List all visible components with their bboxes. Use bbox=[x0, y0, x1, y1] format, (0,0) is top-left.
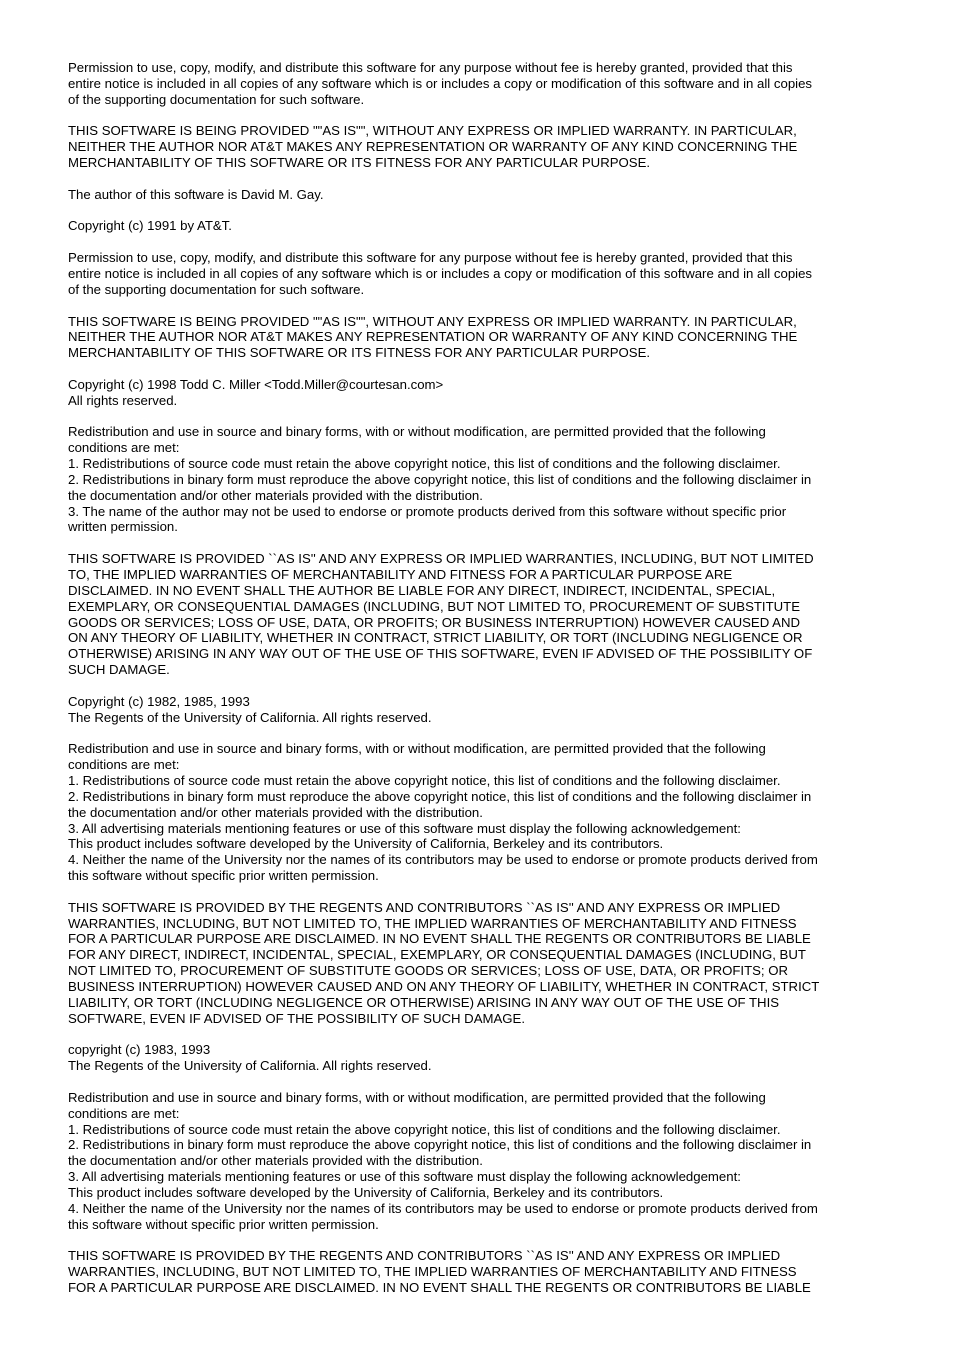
text-line: SUCH DAMAGE. bbox=[68, 662, 170, 678]
license-paragraph bbox=[68, 377, 898, 409]
license-paragraph bbox=[68, 900, 898, 1027]
text-line: Redistribution and use in source and binary forms, with or without modification, are permitted provided that the following bbox=[68, 741, 766, 757]
text-line: THIS SOFTWARE IS PROVIDED BY THE REGENTS AND CONTRIBUTORS ``AS IS'' AND ANY EXPRESS OR IMPLIED bbox=[68, 1248, 781, 1264]
text-line: the documentation and/or other materials provided with the distribution. bbox=[68, 1153, 483, 1169]
license-paragraph bbox=[68, 123, 898, 171]
license-paragraph bbox=[68, 1090, 898, 1233]
text-line: MERCHANTABILITY OF THIS SOFTWARE OR ITS FITNESS FOR ANY PARTICULAR PURPOSE. bbox=[68, 345, 651, 361]
license-paragraph bbox=[68, 314, 898, 362]
text-line: of the supporting documentation for such software. bbox=[68, 91, 365, 107]
text-line: 2. Redistributions in binary form must reproduce the above copyright notice, this list of conditions and the following disclaimer in bbox=[68, 1137, 812, 1153]
text-line: LIABILITY, OR TORT (INCLUDING NEGLIGENCE OR OTHERWISE) ARISING IN ANY WAY OUT OF THE USE OF THIS bbox=[68, 994, 780, 1010]
text-line: The Regents of the University of California. All rights reserved. bbox=[68, 1058, 432, 1074]
text-line: 2. Redistributions in binary form must reproduce the above copyright notice, this list of conditions and the following disclaimer in bbox=[68, 471, 812, 487]
text-line: The author of this software is David M. Gay. bbox=[68, 186, 324, 202]
text-line: This product includes software developed by the University of California, Berkeley and its contributors. bbox=[68, 836, 664, 852]
text-line: 1. Redistributions of source code must retain the above copyright notice, this list of conditions and the following disclaimer. bbox=[68, 772, 781, 788]
text-line: THIS SOFTWARE IS PROVIDED ``AS IS'' AND ANY EXPRESS OR IMPLIED WARRANTIES, INCLUDING, BUT NOT LIMITED bbox=[68, 551, 814, 567]
text-line: Redistribution and use in source and binary forms, with or without modification, are permitted provided that the following bbox=[68, 1089, 766, 1105]
text-line: GOODS OR SERVICES; LOSS OF USE, DATA, OR PROFITS; OR BUSINESS INTERRUPTION) HOWEVER CAUSED AND bbox=[68, 614, 801, 630]
license-paragraph bbox=[68, 187, 898, 203]
text-line: SOFTWARE, EVEN IF ADVISED OF THE POSSIBILITY OF SUCH DAMAGE. bbox=[68, 1010, 526, 1026]
license-paragraph bbox=[68, 551, 898, 678]
text-line: The Regents of the University of California. All rights reserved. bbox=[68, 709, 432, 725]
text-line: Permission to use, copy, modify, and distribute this software for any purpose without fee is hereby granted, provided that this bbox=[68, 250, 793, 266]
text-line: FOR ANY DIRECT, INDIRECT, INCIDENTAL, SPECIAL, EXEMPLARY, OR CONSEQUENTIAL DAMAGES (INCLUDING, BUT bbox=[68, 947, 806, 963]
license-paragraph bbox=[68, 424, 898, 535]
text-line: this software without specific prior written permission. bbox=[68, 868, 379, 884]
text-line: FOR A PARTICULAR PURPOSE ARE DISCLAIMED. IN NO EVENT SHALL THE REGENTS OR CONTRIBUTORS BE LIABLE bbox=[68, 931, 811, 947]
text-line: written permission. bbox=[68, 519, 178, 535]
text-line: Redistribution and use in source and binary forms, with or without modification, are permitted provided that the following bbox=[68, 424, 766, 440]
license-paragraph bbox=[68, 250, 898, 298]
text-line: THIS SOFTWARE IS BEING PROVIDED ""AS IS"", WITHOUT ANY EXPRESS OR IMPLIED WARRANTY. IN PARTICULAR, bbox=[68, 313, 797, 329]
text-line: 3. The name of the author may not be used to endorse or promote products derived from this software without specific prior bbox=[68, 503, 787, 519]
text-line: 4. Neither the name of the University nor the names of its contributors may be used to endorse or promote products derived from bbox=[68, 852, 818, 868]
license-paragraph bbox=[68, 1042, 898, 1074]
text-line: of the supporting documentation for such software. bbox=[68, 281, 365, 297]
text-line: FOR A PARTICULAR PURPOSE ARE DISCLAIMED. IN NO EVENT SHALL THE REGENTS OR CONTRIBUTORS BE LIABLE bbox=[68, 1279, 811, 1295]
text-line: WARRANTIES, INCLUDING, BUT NOT LIMITED TO, THE IMPLIED WARRANTIES OF MERCHANTABILITY AND FITNESS bbox=[68, 915, 797, 931]
text-line: conditions are met: bbox=[68, 1105, 180, 1121]
text-line: DISCLAIMED. IN NO EVENT SHALL THE AUTHOR BE LIABLE FOR ANY DIRECT, INDIRECT, INCIDENTAL, SPECIAL, bbox=[68, 582, 776, 598]
text-line: 1. Redistributions of source code must retain the above copyright notice, this list of conditions and the following disclaimer. bbox=[68, 456, 781, 472]
license-paragraph bbox=[68, 741, 898, 884]
text-line: conditions are met: bbox=[68, 757, 180, 773]
text-line: Copyright (c) 1991 by AT&T. bbox=[68, 218, 232, 234]
text-line: this software without specific prior written permission. bbox=[68, 1216, 379, 1232]
text-line: the documentation and/or other materials provided with the distribution. bbox=[68, 804, 483, 820]
license-paragraph bbox=[68, 694, 898, 726]
license-paragraph bbox=[68, 60, 898, 108]
text-line: the documentation and/or other materials provided with the distribution. bbox=[68, 487, 483, 503]
text-line: Permission to use, copy, modify, and distribute this software for any purpose without fee is hereby granted, provided that this bbox=[68, 60, 793, 75]
text-line: entire notice is included in all copies of any software which is or includes a copy or modification of this software and in all copies bbox=[68, 265, 813, 281]
text-line: EXEMPLARY, OR CONSEQUENTIAL DAMAGES (INCLUDING, BUT NOT LIMITED TO, PROCUREMENT OF SUBSTITUTE bbox=[68, 598, 801, 614]
text-line: MERCHANTABILITY OF THIS SOFTWARE OR ITS FITNESS FOR ANY PARTICULAR PURPOSE. bbox=[68, 155, 651, 171]
text-line: TO, THE IMPLIED WARRANTIES OF MERCHANTABILITY AND FITNESS FOR A PARTICULAR PURPOSE ARE bbox=[68, 567, 733, 582]
text-line: 4. Neither the name of the University nor the names of its contributors may be used to endorse or promote products derived from bbox=[68, 1200, 818, 1216]
text-line: Copyright (c) 1982, 1985, 1993 bbox=[68, 693, 250, 709]
text-line: This product includes software developed by the University of California, Berkeley and its contributors. bbox=[68, 1184, 664, 1200]
license-paragraph bbox=[68, 1248, 898, 1296]
text-line: NEITHER THE AUTHOR NOR AT&T MAKES ANY REPRESENTATION OR WARRANTY OF ANY KIND CONCERNING THE bbox=[68, 139, 798, 155]
text-line: entire notice is included in all copies of any software which is or includes a copy or modification of this software and in all copies bbox=[68, 75, 813, 91]
text-line: Copyright (c) 1998 Todd C. Miller <Todd.Miller@courtesan.com> bbox=[68, 376, 444, 392]
text-line: conditions are met: bbox=[68, 440, 180, 456]
text-line: OTHERWISE) ARISING IN ANY WAY OUT OF THE USE OF THIS SOFTWARE, EVEN IF ADVISED OF THE POSSIBILITY OF bbox=[68, 646, 813, 662]
license-document bbox=[68, 60, 898, 1312]
license-paragraph bbox=[68, 218, 898, 234]
text-line: 3. All advertising materials mentioning features or use of this software must display the following acknowledgement: bbox=[68, 1169, 741, 1185]
text-line: THIS SOFTWARE IS PROVIDED BY THE REGENTS AND CONTRIBUTORS ``AS IS'' AND ANY EXPRESS OR IMPLIED bbox=[68, 899, 781, 915]
text-line: All rights reserved. bbox=[68, 392, 178, 408]
text-line: 2. Redistributions in binary form must reproduce the above copyright notice, this list of conditions and the following disclaimer in bbox=[68, 788, 812, 804]
text-line: BUSINESS INTERRUPTION) HOWEVER CAUSED AND ON ANY THEORY OF LIABILITY, WHETHER IN CONTRACT, STRICT bbox=[68, 978, 820, 994]
text-line: ON ANY THEORY OF LIABILITY, WHETHER IN CONTRACT, STRICT LIABILITY, OR TORT (INCLUDING NEGLIGENCE OR bbox=[68, 630, 803, 646]
text-line: 3. All advertising materials mentioning features or use of this software must display the following acknowledgement: bbox=[68, 820, 741, 836]
text-line: 1. Redistributions of source code must retain the above copyright notice, this list of conditions and the following disclaimer. bbox=[68, 1121, 781, 1137]
text-line: THIS SOFTWARE IS BEING PROVIDED ""AS IS"", WITHOUT ANY EXPRESS OR IMPLIED WARRANTY. IN PARTICULAR, bbox=[68, 123, 797, 139]
text-line: NOT LIMITED TO, PROCUREMENT OF SUBSTITUTE GOODS OR SERVICES; LOSS OF USE, DATA, OR PROFITS; OR bbox=[68, 963, 789, 979]
text-line: NEITHER THE AUTHOR NOR AT&T MAKES ANY REPRESENTATION OR WARRANTY OF ANY KIND CONCERNING THE bbox=[68, 329, 798, 345]
text-line: copyright (c) 1983, 1993 bbox=[68, 1042, 211, 1058]
text-line: WARRANTIES, INCLUDING, BUT NOT LIMITED TO, THE IMPLIED WARRANTIES OF MERCHANTABILITY AND FITNESS bbox=[68, 1264, 797, 1280]
